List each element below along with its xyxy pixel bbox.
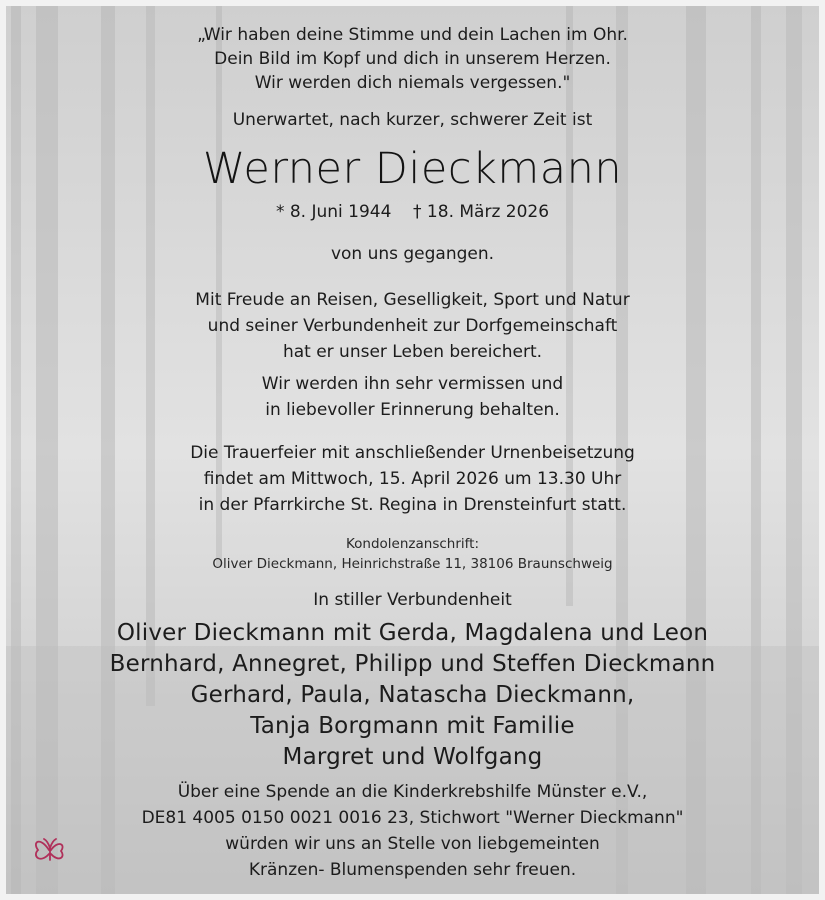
deceased-name: Werner Dieckmann	[202, 144, 623, 194]
tribute-line-1: Mit Freude an Reisen, Geselligkeit, Sport und Natur	[195, 290, 630, 310]
family-line-4: Tanja Borgmann mit Familie	[250, 713, 575, 739]
passed-text: von uns gegangen.	[330, 244, 495, 264]
donation-line-1: Über eine Spende an die Kinderkrebshilfe Münster e.V.,	[177, 782, 648, 802]
funeral-line-1: Die Trauerfeier mit anschließender Urnenbeisetzung	[190, 443, 635, 463]
funeral-line-3: in der Pfarrkirche St. Regina in Drensteinfurt statt.	[198, 495, 627, 515]
remember-line-2: in liebevoller Erinnerung behalten.	[265, 400, 560, 420]
tribute-line-2: und seiner Verbundenheit zur Dorfgemeinschaft	[207, 316, 618, 336]
donation-line-3: würden wir uns an Stelle von liebgemeinten	[225, 834, 600, 854]
family-line-5: Margret und Wolfgang	[282, 744, 543, 770]
funeral-line-2: findet am Mittwoch, 15. April 2026 um 13.30 Uhr	[203, 469, 622, 489]
family-line-1: Oliver Dieckmann mit Gerda, Magdalena und Leon	[116, 620, 709, 646]
remember-line-1: Wir werden ihn sehr vermissen und	[261, 374, 564, 394]
poem-line-1: „Wir haben deine Stimme und dein Lachen im Ohr.	[197, 25, 628, 45]
condolence-label: Kondolenzanschrift:	[345, 536, 480, 552]
obituary-text	[6, 6, 819, 894]
butterfly-icon	[30, 830, 70, 870]
life-dates: * 8. Juni 1944 † 18. März 2026	[275, 202, 550, 222]
tribute-line-3: hat er unser Leben bereichert.	[282, 342, 543, 362]
poem-line-3: Wir werden dich niemals vergessen."	[254, 73, 571, 93]
family-line-2: Bernhard, Annegret, Philipp und Steffen Dieckmann	[109, 651, 716, 677]
donation-line-4: Kränzen- Blumenspenden sehr freuen.	[248, 860, 577, 880]
closing-text: In stiller Verbundenheit	[313, 590, 512, 610]
donation-line-2: DE81 4005 0150 0021 0016 23, Stichwort "Werner Dieckmann"	[141, 808, 684, 828]
condolence-address: Oliver Dieckmann, Heinrichstraße 11, 38106 Braunschweig	[212, 556, 613, 572]
intro-text: Unerwartet, nach kurzer, schwerer Zeit ist	[232, 110, 593, 130]
family-line-3: Gerhard, Paula, Natascha Dieckmann,	[190, 682, 635, 708]
poem-line-2: Dein Bild im Kopf und dich in unserem Herzen.	[214, 49, 611, 69]
